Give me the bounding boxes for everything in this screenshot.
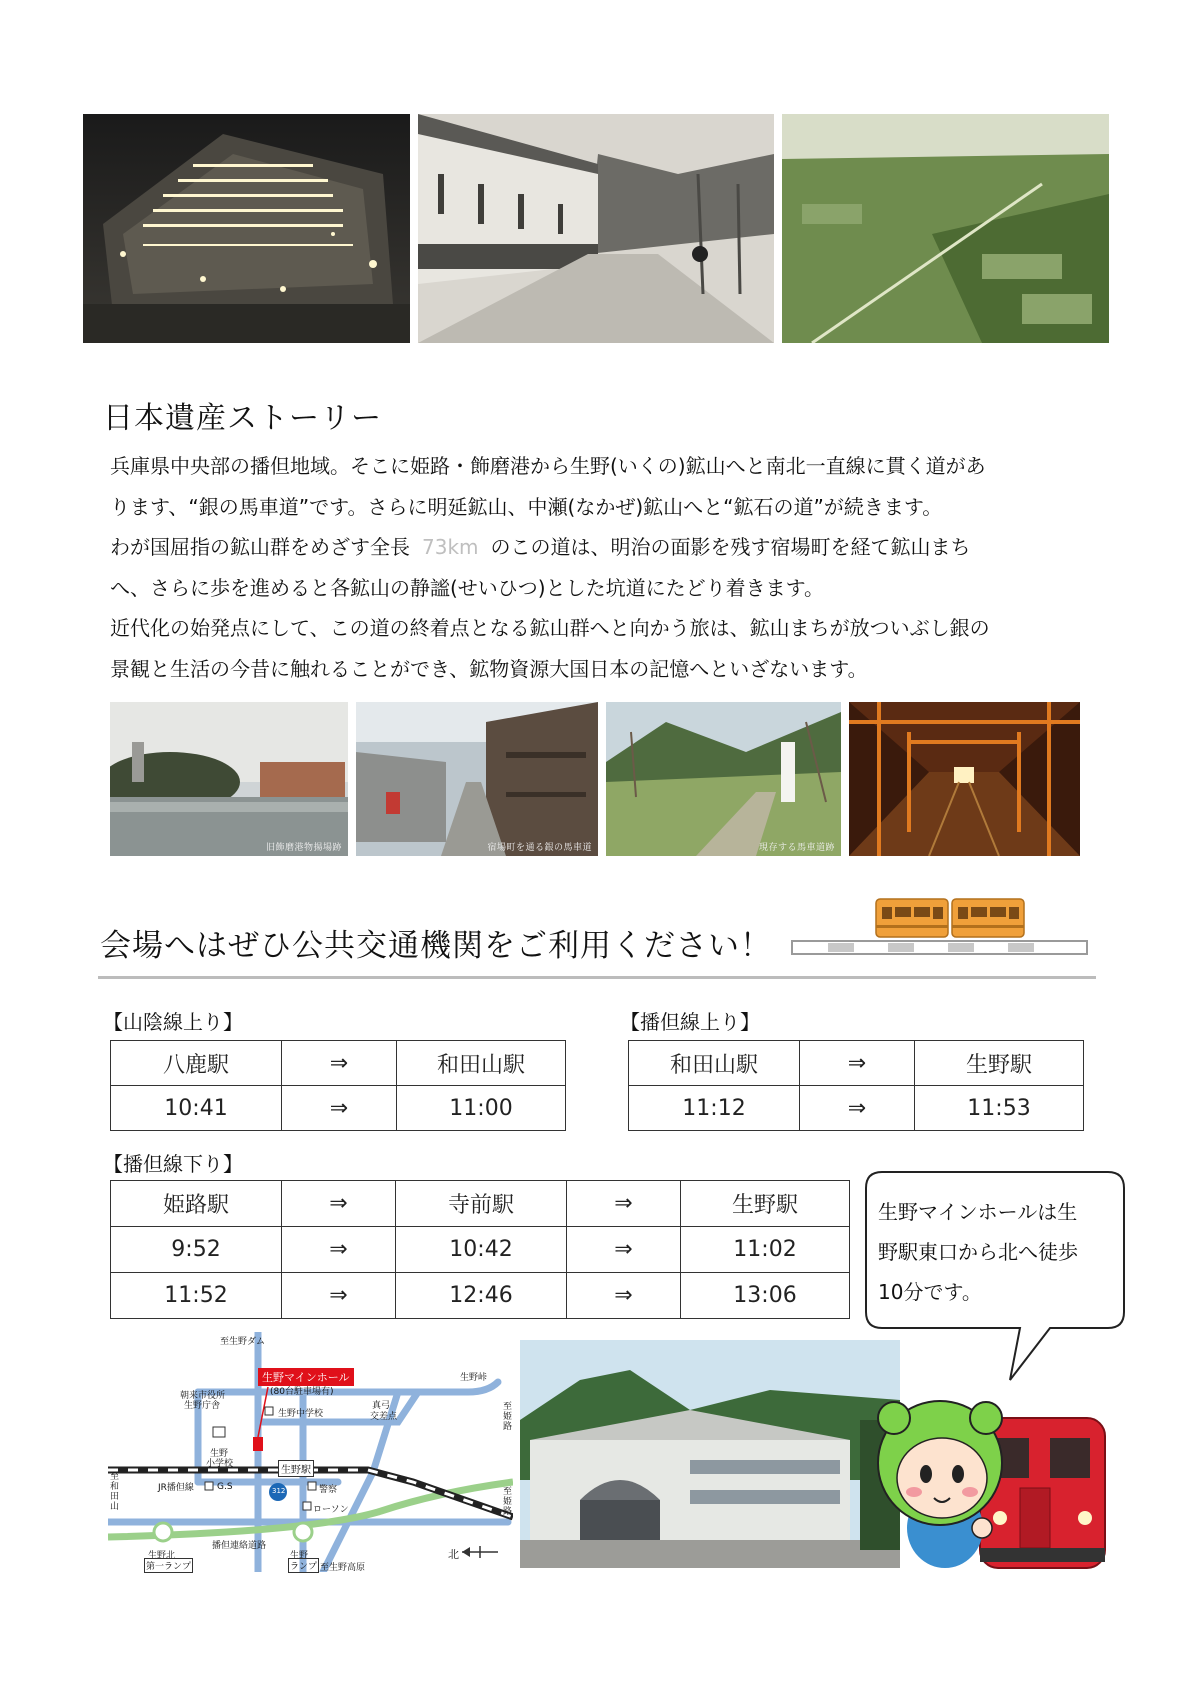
transport-title: 会場へはぜひ公共交通機関をご利用ください！ — [100, 928, 772, 964]
map-label: 警察 — [319, 1485, 338, 1495]
train-car-1 — [876, 899, 948, 937]
map-label: ローソン — [313, 1505, 349, 1515]
photo-rural-landscape — [782, 114, 1109, 343]
time-cell: 12:46 — [396, 1273, 567, 1319]
arrow-cell: ⇒ — [282, 1086, 397, 1131]
photo-post-town — [356, 702, 598, 856]
story-line: 兵庫県中央部の播但地域。そこに姫路・飾磨港から生野(いくの)鉱山へと南北一直線に貫く道があ — [110, 454, 986, 478]
station-cell: 生野駅 — [681, 1181, 850, 1227]
photo-caption: 現存する馬車道跡 — [758, 843, 835, 853]
time-cell: 13:06 — [681, 1273, 850, 1319]
time-cell: 11:52 — [111, 1273, 282, 1319]
story-line — [110, 527, 1100, 568]
bantan-down-label: 【播但線下り】 — [103, 1152, 243, 1176]
arrow-cell: ⇒ — [282, 1273, 396, 1319]
map-label: 生野庁舎 — [184, 1401, 221, 1411]
time-cell: 10:41 — [111, 1086, 282, 1131]
photo-old-street — [418, 114, 774, 343]
map-north-label: 北 — [448, 1548, 459, 1561]
station-cell: 八鹿駅 — [111, 1041, 282, 1086]
photo-night-mine-facility — [83, 114, 410, 343]
map-label: 生野中学校 — [278, 1409, 324, 1419]
arrow-cell: ⇒ — [800, 1086, 915, 1131]
north-arrow-icon — [460, 1544, 500, 1560]
map-label: 至姫路 — [503, 1487, 513, 1517]
map-hall-label: 生野マインホール — [258, 1368, 354, 1386]
arrow-cell: ⇒ — [282, 1041, 397, 1086]
map-label: 至生野高原 — [320, 1563, 366, 1573]
story-text: わが国屈指の鉱山群をめざす全長 — [110, 535, 410, 559]
sanin-timetable — [110, 1040, 566, 1131]
sanin-line-label: 【山陰線上り】 — [103, 1010, 243, 1034]
map-label: 交差点 — [370, 1412, 398, 1422]
hall-marker — [253, 1437, 263, 1451]
map-label: 至姫路 — [503, 1402, 513, 1432]
story-line: 近代化の始発点にして、この道の終着点となる鉱山群へと向かう旅は、鉱山まちが放ついぶし銀の — [110, 616, 990, 640]
story-text: のこの道は、明治の面影を残す宿場町を経て鉱山まち — [490, 535, 971, 559]
map-label: 至和田山 — [110, 1472, 120, 1512]
map-label: 至生野ダム — [220, 1337, 266, 1347]
map-label: 生野峠 — [460, 1373, 488, 1383]
access-map — [108, 1332, 513, 1572]
photo-caption: 旧飾磨港物揚場跡 — [265, 843, 342, 853]
heritage-story — [110, 446, 1100, 689]
map-label: 真弓 — [372, 1401, 391, 1411]
map-label: 第一ランプ — [144, 1558, 193, 1573]
section-divider — [98, 976, 1096, 979]
arrow-cell: ⇒ — [567, 1227, 681, 1273]
arrow-cell: ⇒ — [567, 1273, 681, 1319]
train-car-2 — [952, 899, 1024, 937]
time-cell: 11:12 — [629, 1086, 800, 1131]
bubble-line: 生野マインホールは生 — [878, 1200, 1078, 1224]
station-cell: 寺前駅 — [396, 1181, 567, 1227]
station-cell: 姫路駅 — [111, 1181, 282, 1227]
story-line: ります、“銀の馬車道”です。さらに明延鉱山、中瀬(なかぜ)鉱山へと“鉱石の道”が続きます。 — [110, 494, 943, 519]
station-cell: 生野駅 — [915, 1041, 1084, 1086]
train-illustration — [790, 895, 1090, 957]
map-label: 生野 — [290, 1551, 309, 1561]
time-cell: 11:53 — [915, 1086, 1084, 1131]
map-label: 小学校 — [206, 1459, 234, 1469]
map-label: ランプ — [288, 1558, 319, 1573]
photo-caption: 宿場町を通る銀の馬車道 — [487, 843, 592, 853]
mascot-illustration — [870, 1378, 1110, 1578]
bantan-up-label: 【播但線上り】 — [620, 1010, 760, 1034]
photo-shikama-port — [110, 702, 348, 856]
map-label: G.S — [217, 1482, 233, 1492]
route-length: 73km — [422, 535, 479, 559]
time-cell: 9:52 — [111, 1227, 282, 1273]
arrow-cell: ⇒ — [800, 1041, 915, 1086]
station-cell: 和田山駅 — [397, 1041, 566, 1086]
bantan-down-timetable — [110, 1180, 850, 1319]
bubble-line: 野駅東口から北へ徒歩 — [878, 1240, 1078, 1264]
arrow-cell: ⇒ — [567, 1181, 681, 1227]
time-cell: 11:02 — [681, 1227, 850, 1273]
arrow-cell: ⇒ — [282, 1181, 396, 1227]
story-line: へ、さらに歩を進めると各鉱山の静謐(せいひつ)とした坑道にたどり着きます。 — [110, 575, 825, 600]
map-label: (80台駐車場有) — [270, 1387, 334, 1397]
photo-mine-tunnel — [849, 702, 1080, 856]
map-label: JR播但線 — [158, 1483, 194, 1493]
arrow-cell: ⇒ — [282, 1227, 396, 1273]
map-label: 朝来市役所 — [180, 1391, 226, 1401]
map-label: 生野 — [210, 1449, 229, 1459]
photo-ikuno-mine-hall — [520, 1340, 900, 1568]
heritage-title: 日本遺産ストーリー — [103, 401, 382, 436]
bubble-line: 10分です。 — [878, 1280, 982, 1304]
station-cell: 和田山駅 — [629, 1041, 800, 1086]
bantan-up-timetable — [628, 1040, 1084, 1131]
map-station-label: 生野駅 — [278, 1460, 314, 1477]
story-line: 景観と生活の今昔に触れることができ、鉱物資源大国日本の記憶へといざないます。 — [110, 656, 868, 681]
photo-carriage-road — [606, 702, 841, 856]
bubble-text — [878, 1192, 1118, 1312]
map-label: 生野北 — [148, 1551, 176, 1561]
time-cell: 11:00 — [397, 1086, 566, 1131]
time-cell: 10:42 — [396, 1227, 567, 1273]
map-route-number: 312 — [272, 1487, 286, 1495]
map-label: 播但連絡道路 — [212, 1541, 267, 1551]
